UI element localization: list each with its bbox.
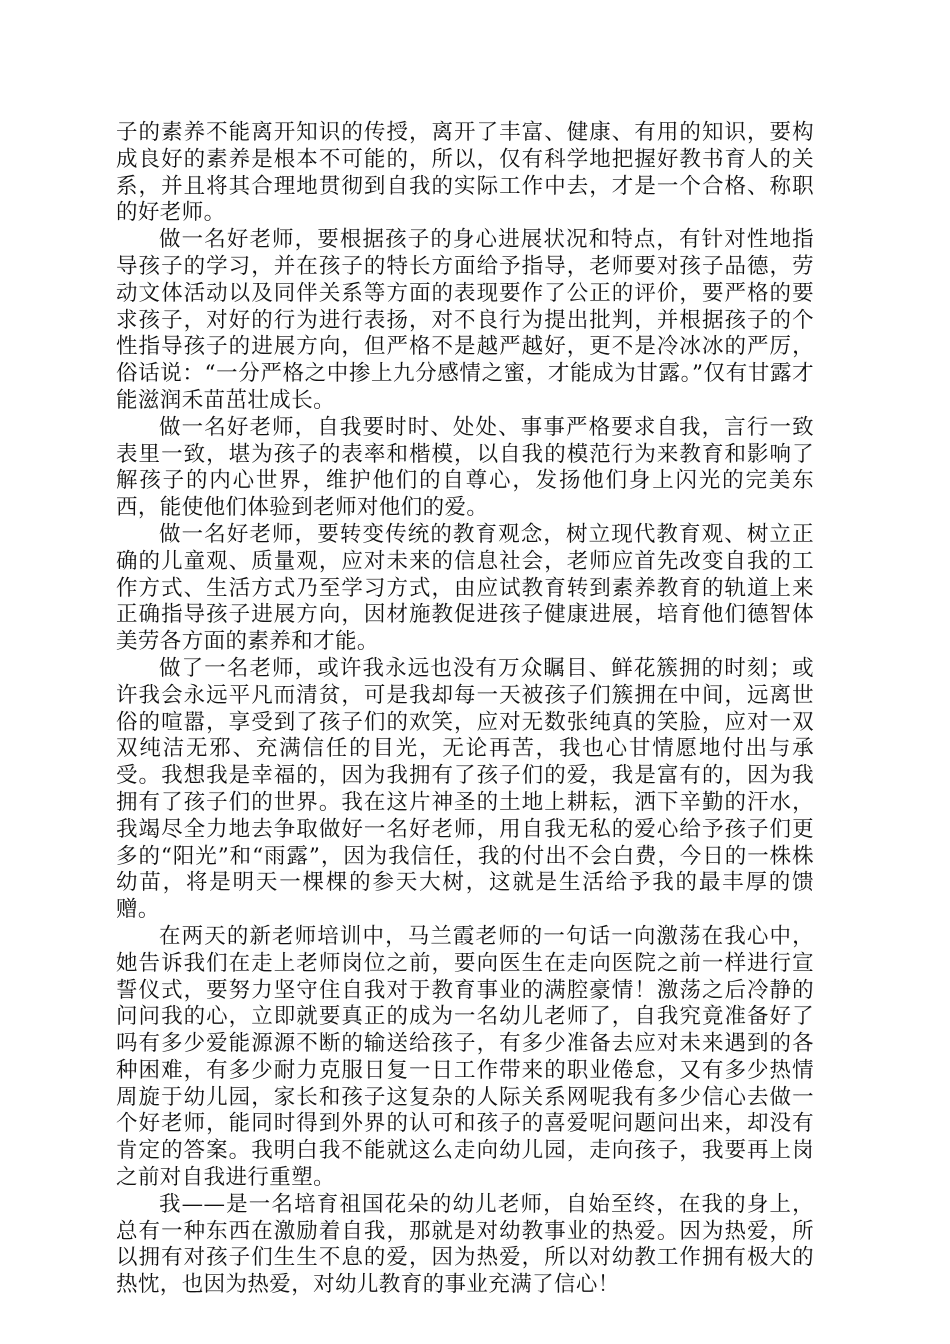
paragraph-2: 做一名好老师，要根据孩子的身心进展状况和特点，有针对性地指导孩子的学习，并在孩子的特长方面给予指导，老师要对孩子品德，劳动文体活动以及同伴关系等方面的表现要作了公正的评价，要严格的要求孩子，对好的行为进行表扬，对不良行为提出批判，并根据孩子的个性指导孩子的进展方向，但严格不是越严越好，更不是冷冰冰的严厉，俗话说：“一分严格之中掺上九分感情之蜜，才能成为甘露。”仅有甘露才能滋润禾苗茁壮成长。 — [116, 227, 814, 413]
paragraph-4: 做一名好老师，要转变传统的教育观念，树立现代教育观、树立正确的儿童观、质量观，应对未来的信息社会，老师应首先改变自我的工作方式、生活方式乃至学习方式，由应试教育转到素养教育的轨道上来正确指导孩子进展方向，因材施教促进孩子健康进展，培育他们德智体美劳各方面的素养和才能。 — [116, 521, 814, 655]
paragraph-1: 子的素养不能离开知识的传授，离开了丰富、健康、有用的知识，要构成良好的素养是根本不可能的，所以，仅有科学地把握好教书育人的关系，并且将其合理地贯彻到自我的实际工作中去，才是一个合格、称职的好老师。 — [116, 120, 814, 226]
document-page — [116, 120, 814, 1299]
paragraph-6: 在两天的新老师培训中，马兰霞老师的一句话一向激荡在我心中，她告诉我们在走上老师岗位之前，要向医生在走向医院之前一样进行宣誓仪式，要努力坚守住自我对于教育事业的满腔豪情！激荡之后冷静的问问我的心，立即就要真正的成为一名幼儿老师了，自我究竟准备好了吗有多少爱能源源不断的输送给孩子，有多少准备去应对未来遇到的各种困难，有多少耐力克服日复一日工作带来的职业倦怠，又有多少热情周旋于幼儿园，家长和孩子这复杂的人际关系网呢我有多少信心去做一个好老师，能同时得到外界的认可和孩子的喜爱呢问题问出来，却没有肯定的答案。我明白我不能就这么走向幼儿园，走向孩子，我要再上岗之前对自我进行重塑。 — [116, 923, 814, 1191]
paragraph-7: 我——是一名培育祖国花朵的幼儿老师，自始至终，在我的身上，总有一种东西在激励着自我，那就是对幼教事业的热爱。因为热爱，所以拥有对孩子们生生不息的爱，因为热爱，所以对幼教工作拥有极大的热忱，也因为热爱，对幼儿教育的事业充满了信心！ — [116, 1191, 814, 1298]
paragraph-5: 做了一名老师，或许我永远也没有万众瞩目、鲜花簇拥的时刻；或许我会永远平凡而清贫，可是我却每一天被孩子们簇拥在中间，远离世俗的喧嚣，享受到了孩子们的欢笑，应对无数张纯真的笑脸，应对一双双纯洁无邪、充满信任的目光，无论再苦，我也心甘情愿地付出与承受。我想我是幸福的，因为我拥有了孩子们的爱，我是富有的，因为我拥有了孩子们的世界。我在这片神圣的土地上耕耘，洒下辛勤的汗水，我竭尽全力地去争取做好一名好老师，用自我无私的爱心给予孩子们更多的“阳光”和“雨露”，因为我信任，我的付出不会白费，今日的一株株幼苗，将是明天一棵棵的参天大树，这就是生活给予我的最丰厚的馈赠。 — [116, 655, 814, 923]
paragraph-3: 做一名好老师，自我要时时、处处、事事严格要求自我，言行一致表里一致，堪为孩子的表率和楷模，以自我的模范行为来教育和影响了解孩子的内心世界，维护他们的自尊心，发扬他们身上闪光的完美东西，能使他们体验到老师对他们的爱。 — [116, 414, 814, 521]
